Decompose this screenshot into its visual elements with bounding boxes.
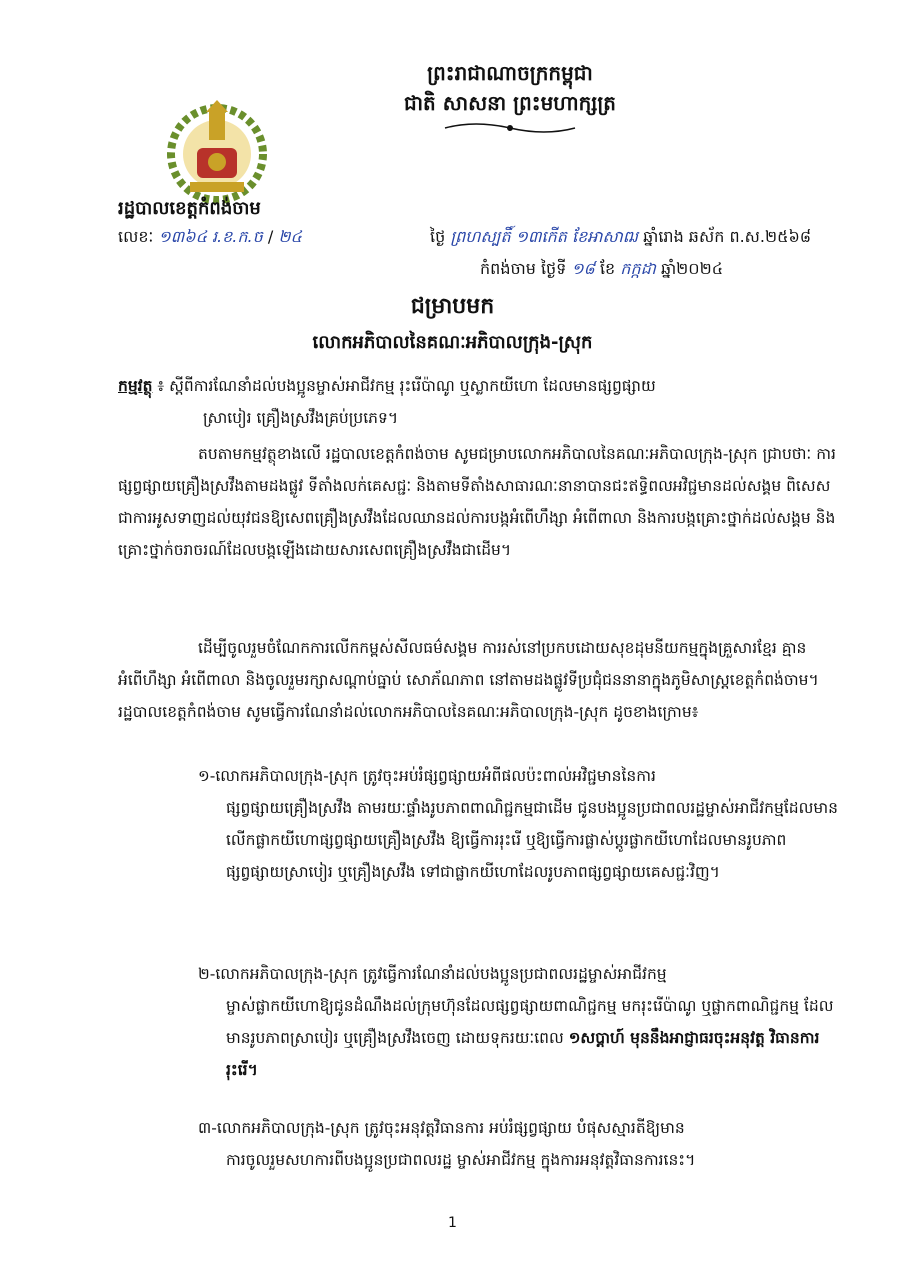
item-2-deadline: ១សប្តាហ៍ មុននឹងអាជ្ញាធរចុះអនុវត្ត វិធានការរុះរើ។: [226, 1029, 820, 1079]
item-1-continuation: ផ្សព្វផ្សាយគ្រឿងស្រវឹង តាមរយៈផ្ទាំងរូបភាពពាណិជ្ជកម្មជាដើម ជូនបងប្អូនប្រជាពលរដ្ឋម្ចាស់អាជីវកម្មដែលមានលើកផ្លាកយីហោផ្សព្វផ្សាយគ្រឿងស្រវឹង ឱ្យធ្វើការរុះរើ ឬឱ្យធ្វើការផ្លាស់ប្តូរផ្លាកយីហោដែលមានរូបភាពផ្សព្វផ្សាយស្រាបៀរ ឬគ្រឿងស្រវឹង ទៅជាផ្លាកយីហោដែលរូបភាពផ្សព្វផ្សាយគេសជ្ជៈវិញ។: [226, 799, 838, 881]
lunar-date-prefix: ថ្ងៃ: [430, 227, 446, 246]
item-2-first-line: ២-លោកអភិបាលក្រុង-ស្រុក ត្រូវធ្វើការណែនាំដល់បងប្អូនប្រជាពលរដ្ឋម្ចាស់អាជីវកម្ម: [198, 965, 667, 983]
lunar-date-handwritten: ព្រហស្បតិ៍ ១៣កើត ខែអាសាឍ: [450, 227, 638, 246]
solar-date-prefix: កំពង់ចាម ថ្ងៃទី: [480, 259, 567, 278]
solar-date-day: ១៨: [571, 259, 595, 278]
subject-label: កម្មវត្ថុ: [118, 377, 153, 395]
item-3-first-line: ៣-លោកអភិបាលក្រុង-ស្រុក ត្រូវចុះអនុវត្តវិធានការ អប់រំផ្សព្វផ្សាយ បំផុសស្មារតីឱ្យមាន: [198, 1119, 685, 1137]
letter-number-suffix: ២៤: [278, 227, 302, 246]
instruction-item-3: [198, 1112, 840, 1176]
letter-number-label: លេខៈ: [118, 227, 154, 246]
letter-number: លេខៈ ១៣៦៤ រ.ខ.ក.ច / ២៤: [118, 227, 302, 246]
item-2-continuation: [198, 990, 840, 1086]
letter-number-value: ១៣៦៤ រ.ខ.ក.ច: [158, 227, 263, 246]
issuing-administration: រដ្ឋបាលខេត្តកំពង់ចាម: [118, 198, 261, 219]
motto: ជាតិ សាសនា ព្រះមហាក្សត្រ: [404, 91, 616, 115]
solar-date-month: កក្កដា: [620, 259, 656, 278]
recipient-label: ជម្រាបមក: [410, 294, 495, 319]
instruction-item-1: [198, 760, 840, 888]
paragraph-2: ដើម្បីចូលរួមចំណែកការលើកកម្ពស់សីលធម៌សង្គម ការរស់នៅប្រកបដោយសុខដុមនីយកម្មក្នុងគ្រួសារខ្មែរ គ្មានអំពើហឹង្សា អំពើពាលា និងចូលរួមរក្សាសណ្តាប់ធ្នាប់ សោភ័ណភាព នៅតាមដងផ្លូវទីប្រជុំជននានាក្នុងភូមិសាស្ត្រខេត្តកំពង់ចាម។ រដ្ឋបាលខេត្តកំពង់ចាម សូមធ្វើការណែនាំដល់លោកអភិបាលនៃគណៈអភិបាលក្រុង-ស្រុក ដូចខាងក្រោម៖: [118, 639, 819, 721]
kingdom-title: ព្រះរាជាណាចក្រកម្ពុជា: [427, 61, 593, 85]
subject-line-1: ៖ ស្តីពីការណែនាំដល់បងប្អូនម្ចាស់អាជីវកម្ម រុះរើប៉ាណូ ឬស្លាកយីហោ ដែលមានផ្សព្វផ្សាយ: [157, 377, 656, 395]
subject-block: [118, 370, 838, 434]
solar-date: [480, 258, 723, 282]
lunar-date: [430, 226, 811, 250]
item-1-first-line: ១-លោកអភិបាលក្រុង-ស្រុក ត្រូវចុះអប់រំផ្សព្វផ្សាយអំពីផលប៉ះពាល់អវិជ្ជមាននៃការ: [198, 767, 656, 785]
page-number: 1: [448, 1215, 457, 1231]
solar-date-month-label: ខែ: [599, 259, 616, 278]
ornament-divider-icon: [435, 120, 585, 136]
solar-date-year: ឆ្នាំ២០២៤: [660, 259, 724, 278]
item-3-continuation: ការចូលរួមសហការពីបងប្អូនប្រជាពលរដ្ឋ ម្ចាស់អាជីវកម្ម ក្នុងការអនុវត្តវិធានការនេះ។: [226, 1151, 696, 1169]
subject-line-2: ស្រាបៀរ គ្រឿងស្រវឹងគ្រប់ប្រភេទ។: [203, 409, 399, 427]
paragraph-1: តបតាមកម្មវត្ថុខាងលើ រដ្ឋបាលខេត្តកំពង់ចាម សូមជម្រាបលោកអភិបាលនៃគណៈអភិបាលក្រុង-ស្រុក ជ្រាបថាៈ ការផ្សព្វផ្សាយគ្រឿងស្រវឹងតាមដងផ្លូវ ទីតាំងលក់គេសជ្ជៈ និងតាមទីតាំងសាធារណៈនានាបានជះឥទ្ធិពលអវិជ្ជមានដល់សង្គម ពិសេសជាការអូសទាញដល់យុវជនឱ្យសេពគ្រឿងស្រវឹងដែលឈានដល់ការបង្កអំពើហឹង្សា អំពើពាលា និងការបង្កគ្រោះថ្នាក់ដល់សង្គម និងគ្រោះថ្នាក់ចរាចរណ៍ដែលបង្កឡើងដោយសារសេពគ្រឿងស្រវឹងជាដើម។: [118, 445, 836, 559]
lunar-date-suffix: ឆ្នាំរោង ឆស័ក ព.ស.២៥៦៨: [643, 227, 812, 246]
recipient-name: លោកអភិបាលនៃគណៈអភិបាលក្រុង-ស្រុក: [312, 332, 593, 353]
provincial-emblem-icon: [162, 96, 272, 206]
kingdom-header: [300, 58, 720, 136]
item-2-continuation-text: ម្ចាស់ផ្លាកយីហោឱ្យជូនដំណឹងដល់ក្រុមហ៊ុនដែលផ្សព្វផ្សាយពាណិជ្ជកម្ម មករុះរើប៉ាណូ ឬផ្លាកពាណិជ្ជកម្ម ដែលមានរូបភាពស្រាបៀរ ឬគ្រឿងស្រវឹងចេញ ដោយទុករយៈពេល: [226, 997, 834, 1047]
instruction-item-2: [198, 958, 840, 1086]
